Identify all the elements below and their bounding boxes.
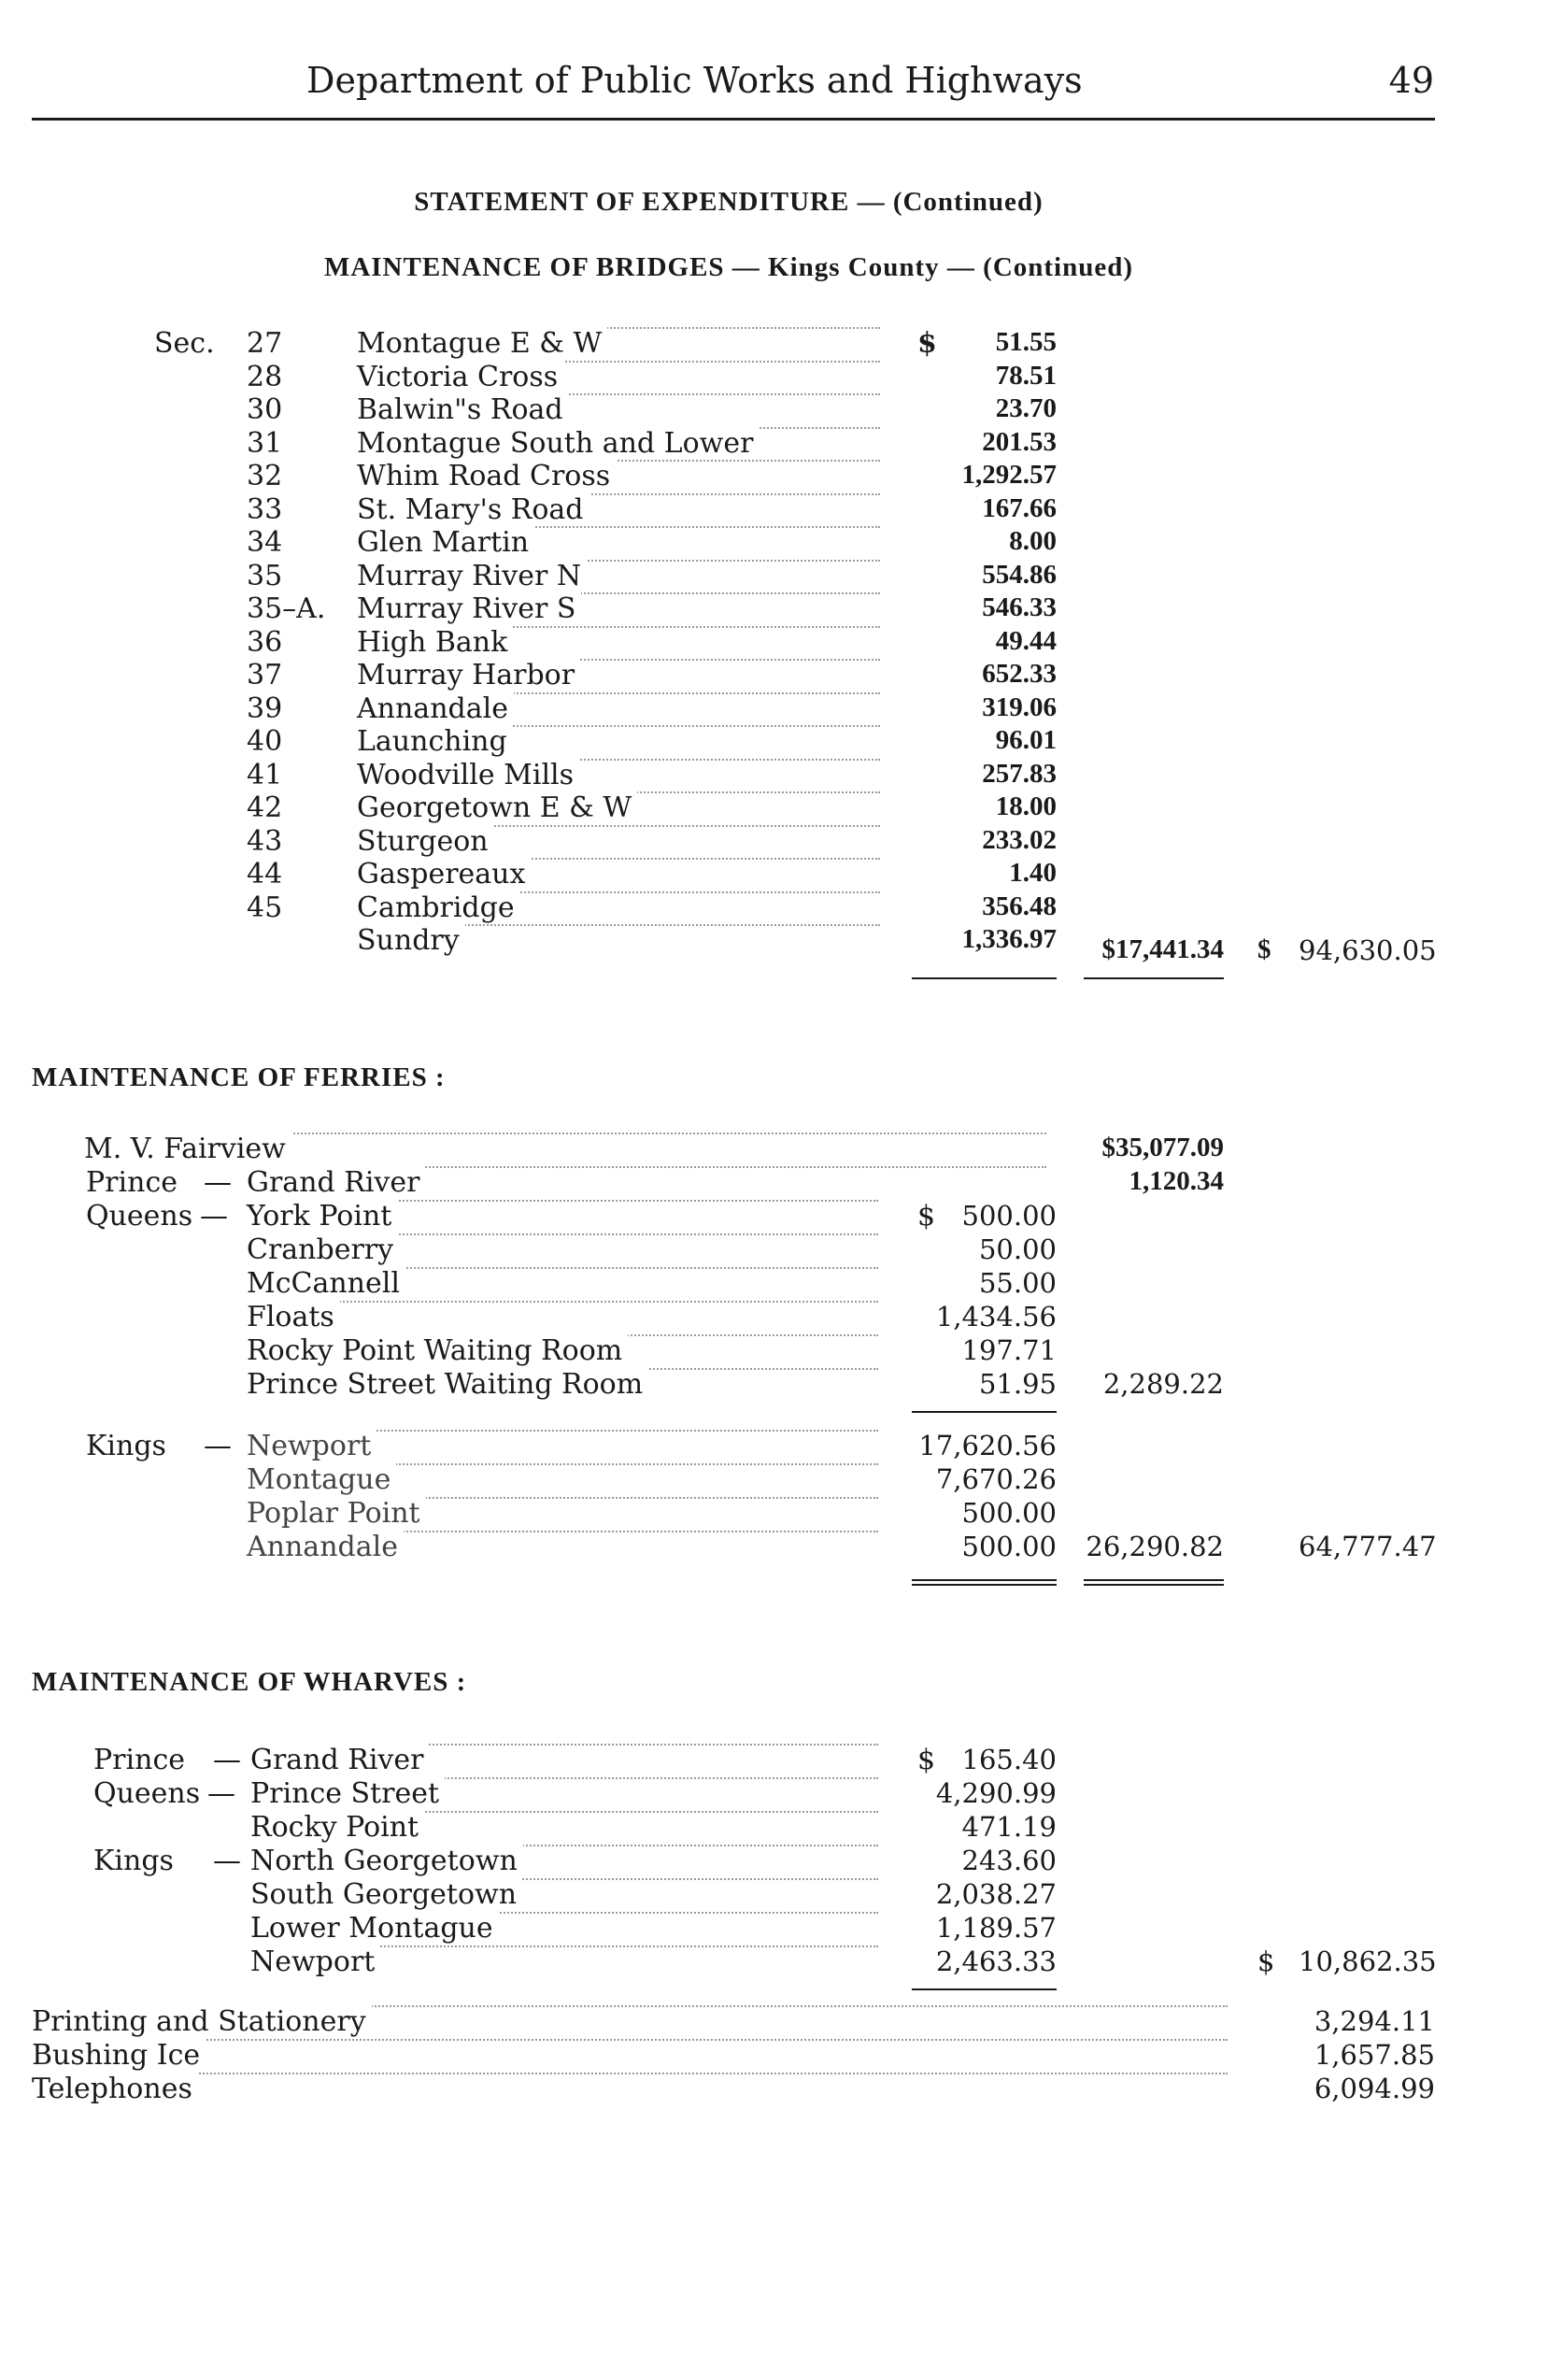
queens-county-dash: —	[200, 1200, 228, 1233]
wharf-amount: 4,290.99	[935, 1777, 1057, 1809]
wharf-amount: 1,189.57	[935, 1912, 1057, 1944]
county-dash: —	[207, 1777, 235, 1810]
bridge-row	[0, 825, 1548, 859]
expenditure-amount: 6,094.99	[1314, 2073, 1435, 2104]
bridge-section-number: 43	[247, 824, 283, 858]
leader-dots	[247, 1301, 878, 1303]
bridge-amount: 96.01	[995, 725, 1057, 755]
bridge-name: Sturgeon	[357, 825, 494, 858]
bridge-row	[0, 526, 1548, 560]
ferry-amount: 51.95	[978, 1368, 1057, 1400]
ferry-amount: 55.00	[978, 1267, 1057, 1299]
bridge-name: Murray River S	[357, 592, 581, 625]
ferry-amount: $35,077.09	[1101, 1133, 1224, 1162]
ferry-row	[0, 1233, 1548, 1267]
bridge-amount: 233.02	[982, 824, 1057, 855]
county-label: Prince	[86, 1166, 178, 1199]
bridge-name: Glen Martin	[357, 526, 534, 559]
bridge-section-number: 35	[247, 559, 283, 592]
bridge-name: Murray River N	[357, 560, 587, 592]
bridge-amount: 51.55	[995, 327, 1057, 357]
ferry-amount: 1,120.34	[1129, 1166, 1224, 1196]
bridge-section-number: 34	[247, 526, 283, 559]
bridge-row	[0, 659, 1548, 692]
bridge-amount: 652.33	[982, 659, 1057, 689]
ferry-name: Cranberry	[247, 1233, 399, 1266]
wharf-row	[0, 1912, 1548, 1945]
bridge-name: Cambridge	[357, 891, 520, 924]
expenditure-name: Bushing Ice	[32, 2039, 206, 2072]
bridge-section-number: 35–A.	[247, 592, 326, 625]
ferry-name: McCannell	[247, 1267, 405, 1300]
bridge-name: Sundry	[357, 924, 465, 957]
ferry-name: Rocky Point Waiting Room	[247, 1334, 628, 1367]
ferry-name: Annandale	[247, 1531, 404, 1563]
bridge-amount: 1,292.57	[961, 460, 1057, 490]
bridge-section-number: 41	[247, 758, 283, 791]
bridge-section-number: 40	[247, 725, 283, 758]
bridge-amount: 18.00	[995, 791, 1057, 821]
bridge-amount: 49.44	[995, 625, 1057, 656]
queens-ferries-total: 2,289.22	[1102, 1368, 1224, 1400]
wharf-amount: 2,463.33	[935, 1945, 1057, 1977]
bridge-row	[0, 759, 1548, 792]
bridge-name: Georgetown E & W	[357, 791, 637, 824]
bridge-amount: 356.48	[982, 891, 1057, 921]
bridges-subtotal: $17,441.34	[1101, 934, 1224, 964]
ferry-row	[0, 1301, 1548, 1334]
wharves-section-title: MAINTENANCE OF WHARVES :	[32, 1667, 467, 1697]
bridges-total: 94,630.05	[1299, 934, 1437, 966]
wharf-row	[0, 1878, 1548, 1912]
county-label: Prince	[93, 1744, 185, 1776]
ferry-row	[0, 1368, 1548, 1402]
leader-dots	[32, 2039, 1228, 2041]
leader-dots	[32, 2073, 1228, 2074]
ferry-amount: 500.00	[961, 1497, 1057, 1529]
bridge-amount: 167.66	[982, 492, 1057, 523]
wharves-dollar-sign: $	[917, 1744, 936, 1776]
bridge-name: Murray Harbor	[357, 659, 580, 691]
expenditure-amount: 1,657.85	[1314, 2039, 1435, 2071]
bridge-row	[0, 791, 1548, 825]
county-dash: —	[213, 1845, 241, 1877]
bridge-row	[0, 891, 1548, 925]
ferry-amount: 500.00	[961, 1200, 1057, 1232]
bridge-name: Balwin"s Road	[357, 393, 569, 426]
ferry-row-prince	[0, 1166, 1548, 1200]
ferry-name: Newport	[247, 1430, 376, 1462]
expenditure-name: Printing and Stationery	[32, 2005, 372, 2038]
statement-title: STATEMENT OF EXPENDITURE — (Continued)	[414, 187, 1044, 217]
bridge-section-number: 28	[247, 360, 283, 393]
bridge-amount: 23.70	[995, 393, 1057, 423]
bridge-amount: 319.06	[982, 691, 1057, 722]
wharf-amount: 165.40	[961, 1744, 1057, 1775]
bridge-row	[0, 592, 1548, 626]
ferry-row	[0, 1430, 1548, 1463]
bridge-section-number: 45	[247, 891, 283, 924]
bridge-row	[0, 427, 1548, 461]
bridge-row	[0, 460, 1548, 493]
expenditure-name: Telephones	[32, 2073, 198, 2105]
wharf-row	[0, 1811, 1548, 1845]
wharf-name: Rocky Point	[250, 1811, 424, 1844]
wharf-row	[0, 1744, 1548, 1777]
ferries-subtotal-double-rule-2	[1084, 1584, 1224, 1586]
bridge-row	[0, 393, 1548, 427]
bridge-row	[0, 560, 1548, 593]
bridges-subtotal-rule	[1084, 977, 1224, 979]
ferry-row	[0, 1200, 1548, 1233]
county-label: Kings	[93, 1845, 174, 1877]
wharf-name: Lower Montague	[250, 1912, 499, 1945]
ferry-name: Montague	[247, 1463, 396, 1496]
ferry-row	[0, 1463, 1548, 1497]
bridge-row	[0, 493, 1548, 527]
ferry-amount: 50.00	[978, 1233, 1057, 1265]
ferry-amount: 197.71	[961, 1334, 1057, 1366]
ferries-amount-double-rule-2	[912, 1584, 1057, 1586]
ferry-name: York Point	[247, 1200, 397, 1233]
county-label: Queens	[93, 1777, 201, 1810]
ferries-amount-double-rule	[912, 1579, 1057, 1581]
bridge-amount: 1,336.97	[961, 924, 1057, 954]
bridge-amount: 1.40	[1009, 858, 1057, 888]
ferry-name: Poplar Point	[247, 1497, 426, 1530]
bridge-section-number: 44	[247, 858, 283, 891]
wharf-row	[0, 1777, 1548, 1811]
ferry-row	[0, 1334, 1548, 1368]
ferries-grand-total: 64,777.47	[1299, 1531, 1437, 1562]
expenditure-amount: 3,294.11	[1314, 2005, 1435, 2037]
bridge-amount: 546.33	[982, 592, 1057, 622]
county-dash: —	[204, 1166, 232, 1199]
ferry-row-fairview	[0, 1133, 1548, 1166]
bridge-amount: 257.83	[982, 758, 1057, 789]
queens-dollar-sign: $	[917, 1200, 936, 1233]
expenditure-row	[0, 2005, 1548, 2039]
bridge-row	[0, 725, 1548, 759]
wharf-row	[0, 1845, 1548, 1878]
ferry-name: Prince Street Waiting Room	[247, 1368, 648, 1401]
bridge-amount: 201.53	[982, 426, 1057, 457]
expenditure-row	[0, 2039, 1548, 2073]
bridge-section-number: 32	[247, 460, 283, 492]
bridge-section-number: 37	[247, 659, 283, 691]
bridge-amount: 78.51	[995, 360, 1057, 391]
bridges-total-dollar: $	[1257, 934, 1271, 964]
kings-ferries-total: 26,290.82	[1086, 1531, 1224, 1562]
bridge-amount: 8.00	[1009, 526, 1057, 556]
wharf-amount: 471.19	[961, 1811, 1057, 1843]
wharf-name: North Georgetown	[250, 1845, 523, 1877]
bridge-name: Victoria Cross	[357, 361, 563, 393]
running-header-title: Department of Public Works and Highways	[306, 60, 1083, 101]
bridge-section-number: 30	[247, 393, 283, 426]
ferry-name: M. V. Fairview	[84, 1133, 291, 1165]
bridge-section-number: 27	[247, 327, 283, 360]
bridge-row	[0, 692, 1548, 726]
wharf-name: Prince Street	[250, 1777, 445, 1810]
bridge-section-number: 42	[247, 791, 283, 824]
wharf-amount: 2,038.27	[935, 1878, 1057, 1910]
bridge-name: Montague E & W	[357, 327, 607, 360]
ferry-name: Grand River	[247, 1166, 425, 1199]
wharves-total: 10,862.35	[1299, 1945, 1437, 1977]
ferry-amount: 17,620.56	[918, 1430, 1057, 1461]
bridges-section-title: MAINTENANCE OF BRIDGES — Kings County — (Continued)	[323, 252, 1134, 282]
ferry-amount: 500.00	[961, 1531, 1057, 1562]
ferry-name: Floats	[247, 1301, 340, 1333]
wharves-total-dollar: $	[1257, 1945, 1275, 1977]
bridge-row	[0, 858, 1548, 891]
bridge-name: St. Mary's Road	[357, 493, 589, 526]
county-dash: —	[213, 1744, 241, 1776]
ferry-amount: 7,670.26	[935, 1463, 1057, 1495]
bridge-section-number: 33	[247, 492, 283, 526]
ferries-section-title: MAINTENANCE OF FERRIES :	[32, 1062, 446, 1092]
queens-county-label: Queens	[86, 1200, 193, 1233]
bridge-amount: 554.86	[982, 559, 1057, 590]
bridge-name: Whim Road Cross	[357, 460, 616, 492]
bridge-row	[0, 626, 1548, 660]
wharf-name: Grand River	[250, 1744, 429, 1776]
bridge-name: High Bank	[357, 626, 513, 659]
ferry-row	[0, 1497, 1548, 1531]
bridge-section-number: 36	[247, 625, 283, 659]
header-rule	[32, 118, 1435, 121]
ferry-row	[0, 1267, 1548, 1301]
ferries-subtotal-double-rule	[1084, 1579, 1224, 1581]
bridge-name: Launching	[357, 725, 513, 758]
expenditure-row	[0, 2073, 1548, 2106]
wharves-amount-rule	[912, 1988, 1057, 1990]
kings-county-dash: —	[204, 1430, 232, 1462]
bridge-name: Woodville Mills	[357, 759, 579, 791]
ferry-amount: 1,434.56	[935, 1301, 1057, 1333]
wharf-name: Newport	[250, 1945, 380, 1978]
sec-label: Sec.	[154, 327, 215, 360]
bridge-section-number: 31	[247, 426, 283, 460]
bridge-name: Annandale	[357, 692, 514, 725]
queens-ferries-rule	[912, 1411, 1057, 1413]
bridges-dollar-sign: $	[917, 327, 937, 360]
bridges-amount-rule	[912, 977, 1057, 979]
bridge-row	[0, 327, 1548, 361]
bridge-name: Gaspereaux	[357, 858, 531, 891]
wharf-amount: 243.60	[961, 1845, 1057, 1876]
kings-county-label: Kings	[86, 1430, 166, 1462]
bridge-row	[0, 361, 1548, 394]
bridge-name: Montague South and Lower	[357, 427, 759, 460]
wharf-name: South Georgetown	[250, 1878, 522, 1911]
bridge-section-number: 39	[247, 691, 283, 725]
page-number: 49	[1388, 60, 1434, 101]
